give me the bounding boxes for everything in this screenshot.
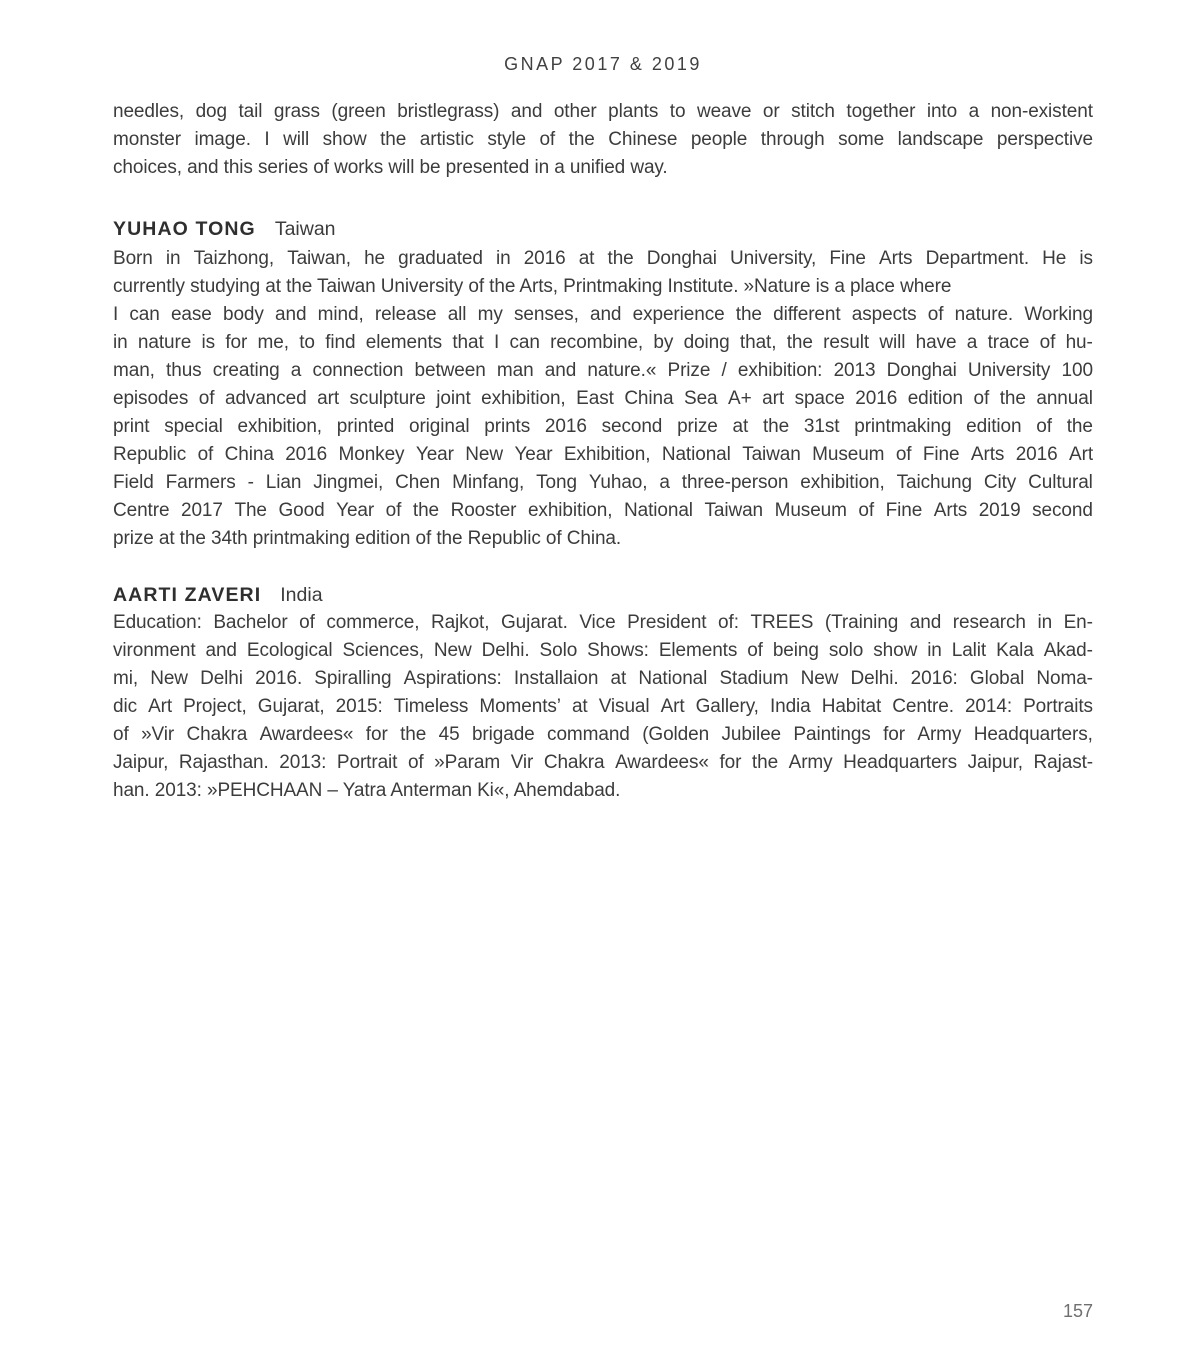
bio-line: Jaipur, Rajasthan. 2013: Portrait of »Param Vir Chakra Awardees« for the Army Headquarters Jaipur, Rajast-: [113, 752, 1093, 773]
artist-name: AARTI ZAVERI: [113, 584, 262, 606]
bio-line: I can ease body and mind, release all my senses, and experience the different aspects of nature. Working: [113, 304, 1093, 325]
artist-bio-aarti-zaveri: [113, 609, 1093, 805]
bio-line: episodes of advanced art sculpture joint exhibition, East China Sea A+ art space 2016 edition of the annual: [113, 388, 1093, 409]
page-header-title: GNAP 2017 & 2019: [504, 54, 702, 74]
artist-name: YUHAO TONG: [113, 218, 256, 240]
intro-line: needles, dog tail grass (green bristlegrass) and other plants to weave or stitch together into a non-existent: [113, 101, 1093, 122]
intro-line: monster image. I will show the artistic style of the Chinese people through some landscape perspective: [113, 129, 1093, 150]
bio-line: Education: Bachelor of commerce, Rajkot, Gujarat. Vice President of: TREES (Training and research in En-: [113, 612, 1093, 633]
bio-line: of »Vir Chakra Awardees« for the 45 brigade command (Golden Jubilee Paintings for Army Headquarters,: [113, 724, 1093, 745]
bio-line: Centre 2017 The Good Year of the Rooster exhibition, National Taiwan Museum of Fine Arts 2019 second: [113, 500, 1093, 521]
bio-line: print special exhibition, printed original prints 2016 second prize at the 31st printmaking edition of the: [113, 416, 1093, 437]
bio-line: han. 2013: »PEHCHAAN – Yatra Anterman Ki«, Ahemdabad.: [113, 780, 621, 801]
artist-heading-aarti-zaveri: [113, 581, 1093, 610]
bio-line: man, thus creating a connection between man and nature.« Prize / exhibition: 2013 Donghai University 100: [113, 360, 1093, 381]
bio-line: vironment and Ecological Sciences, New Delhi. Solo Shows: Elements of being solo show in Lalit Kala Akad-: [113, 640, 1093, 661]
artist-country: Taiwan: [274, 218, 336, 240]
bio-line: Field Farmers - Lian Jingmei, Chen Minfang, Tong Yuhao, a three-person exhibition, Taichung City Cultural: [113, 472, 1093, 493]
bio-line: currently studying at the Taiwan University of the Arts, Printmaking Institute. »Nature is a place where: [113, 276, 952, 297]
bio-line: dic Art Project, Gujarat, 2015: Timeless Moments’ at Visual Art Gallery, India Habitat Centre. 2014: Portraits: [113, 696, 1093, 717]
artist-heading-yuhao-tong: [113, 215, 1093, 244]
intro-line: choices, and this series of works will be presented in a unified way.: [113, 157, 668, 178]
bio-line: Republic of China 2016 Monkey Year New Year Exhibition, National Taiwan Museum of Fine Arts 2016 Art: [113, 444, 1093, 465]
artist-bio-yuhao-tong: [113, 245, 1093, 553]
bio-line: in nature is for me, to find elements that I can recombine, by doing that, the result will have a trace of hu-: [113, 332, 1093, 353]
intro-paragraph: [113, 98, 1093, 182]
bio-line: mi, New Delhi 2016. Spiralling Aspirations: Installaion at National Stadium New Delhi. 2016: Global Noma-: [113, 668, 1093, 689]
artist-country: India: [280, 584, 323, 606]
page-number: 157: [1062, 1301, 1093, 1321]
bio-line: prize at the 34th printmaking edition of the Republic of China.: [113, 528, 622, 549]
bio-line: Born in Taizhong, Taiwan, he graduated in 2016 at the Donghai University, Fine Arts Department. He is: [113, 248, 1093, 269]
